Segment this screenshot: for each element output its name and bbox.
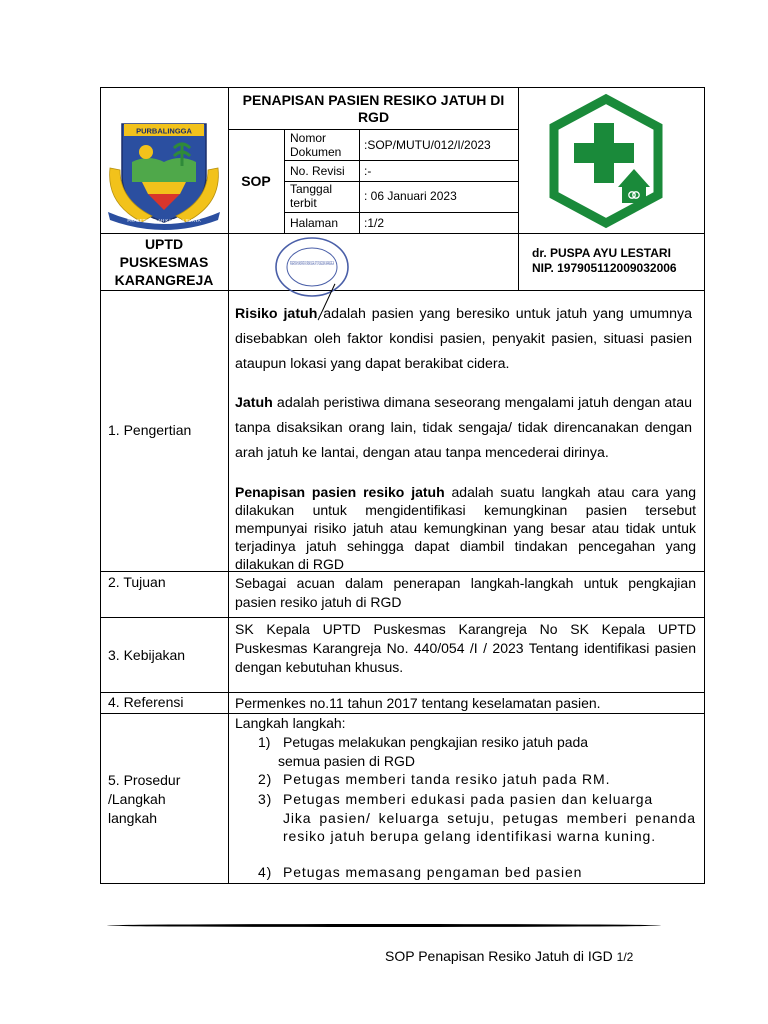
official-stamp bbox=[272, 236, 352, 300]
step-text: Petugas memasang pengaman bed pasien bbox=[283, 864, 583, 880]
footer-title: SOP Penapisan Resiko Jatuh di IGD bbox=[385, 948, 613, 964]
meta-value-tanggal: : 06 Januari 2023 bbox=[364, 189, 457, 203]
step-number: 1) bbox=[258, 734, 271, 750]
table-border-bottom bbox=[100, 883, 705, 884]
table-border-top bbox=[100, 87, 705, 88]
organization-name: UPTD PUSKESMAS KARANGREJA bbox=[114, 236, 214, 288]
section-label-pengertian: 1. Pengertian bbox=[108, 422, 192, 438]
divider bbox=[518, 87, 519, 290]
footer-rule bbox=[107, 924, 661, 927]
divider bbox=[100, 233, 705, 234]
signer-nip: NIP. 197905112009032006 bbox=[532, 261, 677, 275]
divider bbox=[284, 212, 519, 213]
step-text: Petugas memberi edukasi pada pasien dan keluarga bbox=[283, 791, 654, 807]
tujuan-text: Sebagai acuan dalam penerapan langkah-langkah untuk pengkajian pasien resiko jatuh di RGD bbox=[235, 575, 696, 610]
divider bbox=[100, 713, 705, 714]
meta-value-nomor: :SOP/MUTU/012/I/2023 bbox=[364, 138, 491, 152]
meta-value-revisi: :- bbox=[364, 164, 372, 178]
footer-page: 1/2 bbox=[616, 950, 634, 964]
section-label-prosedur bbox=[108, 771, 180, 828]
document-title: PENAPISAN PASIEN RESIKO JATUH DI RGD bbox=[242, 92, 505, 125]
step-text: semua pasien di RGD bbox=[278, 753, 415, 769]
divider bbox=[100, 692, 705, 693]
prosedur-label-line: /Langkah bbox=[108, 791, 166, 807]
step-text: Jika pasien/ keluarga setuju, petugas memberi penanda resiko jatuh berupa gelang identifikasi warna kuning. bbox=[283, 810, 696, 844]
footer-text bbox=[385, 948, 633, 964]
meta-label-nomor: Nomor Dokumen bbox=[290, 131, 342, 159]
crest-motto-text: PRASETYA ULAH KARTIKA SURYA bbox=[127, 218, 201, 223]
puskesmas-logo bbox=[548, 95, 664, 227]
divider bbox=[100, 290, 705, 291]
table-border-left bbox=[100, 87, 101, 884]
meta-label-revisi: No. Revisi bbox=[290, 164, 345, 178]
meta-label-tanggal: Tanggal terbit bbox=[290, 182, 333, 210]
section-label-referensi: 4. Referensi bbox=[108, 694, 184, 710]
definition-text: adalah peristiwa dimana seseorang mengalami jatuh dengan atau tanpa disaksikan orang lain, tidak sengaja/ tidak direncanakan dengan arah jatuh ke lantai, dengan atau tanpa mencederai dirinya. bbox=[235, 395, 692, 461]
pengertian-paragraph-2 bbox=[235, 391, 692, 466]
prosedur-intro: Langkah langkah: bbox=[235, 715, 346, 731]
pengertian-paragraph-3 bbox=[235, 483, 696, 573]
referensi-text: Permenkes no.11 tahun 2017 tentang keselamatan pasien. bbox=[235, 695, 601, 711]
prosedur-label-line: langkah bbox=[108, 810, 158, 826]
section-label-kebijakan: 3. Kebijakan bbox=[108, 647, 186, 663]
step-number: 3) bbox=[258, 791, 273, 807]
step-number: 2) bbox=[258, 771, 273, 787]
prosedur-label-line: 5. Prosedur bbox=[108, 772, 181, 788]
term-risiko-jatuh: Risiko jatuh bbox=[235, 306, 318, 322]
step-number: 4) bbox=[258, 864, 273, 880]
sop-label: SOP bbox=[241, 173, 271, 189]
meta-value-halaman: :1/2 bbox=[364, 216, 385, 230]
crest-banner-text: PURBALINGGA bbox=[136, 126, 192, 136]
step-text: Petugas melakukan pengkajian resiko jatuh pada bbox=[283, 734, 589, 750]
divider bbox=[100, 617, 705, 618]
signer-name: dr. PUSPA AYU LESTARI bbox=[532, 246, 671, 260]
stamp-text: PEMERINTAH KABUPATEN PURBALINGGA UPTD PUSKESMAS KARANGREJA bbox=[290, 261, 335, 267]
definition-text: adalah suatu langkah atau cara yang dilakukan untuk mengidentifikasi kemungkinan pasien tersebut mempunyai risiko jatuh atau kemungkinan yang besar atau tidak untuk terjadinya jatuh sehingga dapat diambil tindakan pencegahan yang dilakukan di RGD bbox=[235, 484, 696, 572]
term-penapisan: Penapisan pasien resiko jatuh bbox=[235, 484, 445, 500]
term-jatuh: Jatuh bbox=[235, 395, 273, 411]
divider bbox=[228, 129, 519, 130]
definition-text: adalah pasien yang beresiko untuk jatuh yang umumnya disebabkan oleh faktor kondisi pasien, penyakit pasien, situasi pasien ataupun lokasi yang dapat berakibat cidera. bbox=[235, 306, 692, 372]
section-label-tujuan: 2. Tujuan bbox=[108, 574, 166, 590]
regency-crest-logo bbox=[102, 118, 226, 230]
step-text: Petugas memberi tanda resiko jatuh pada RM. bbox=[283, 771, 611, 787]
divider bbox=[284, 160, 519, 161]
kebijakan-text: SK Kepala UPTD Puskesmas Karangreja No SK Kepala UPTD Puskesmas Karangreja No. 440/054 /I / 2023 Tentang identifikasi pasien dengan kebutuhan khusus. bbox=[235, 621, 696, 675]
meta-label-halaman: Halaman bbox=[290, 216, 339, 230]
divider bbox=[228, 290, 229, 884]
table-border-right bbox=[704, 87, 705, 884]
pengertian-paragraph-1 bbox=[235, 302, 692, 377]
